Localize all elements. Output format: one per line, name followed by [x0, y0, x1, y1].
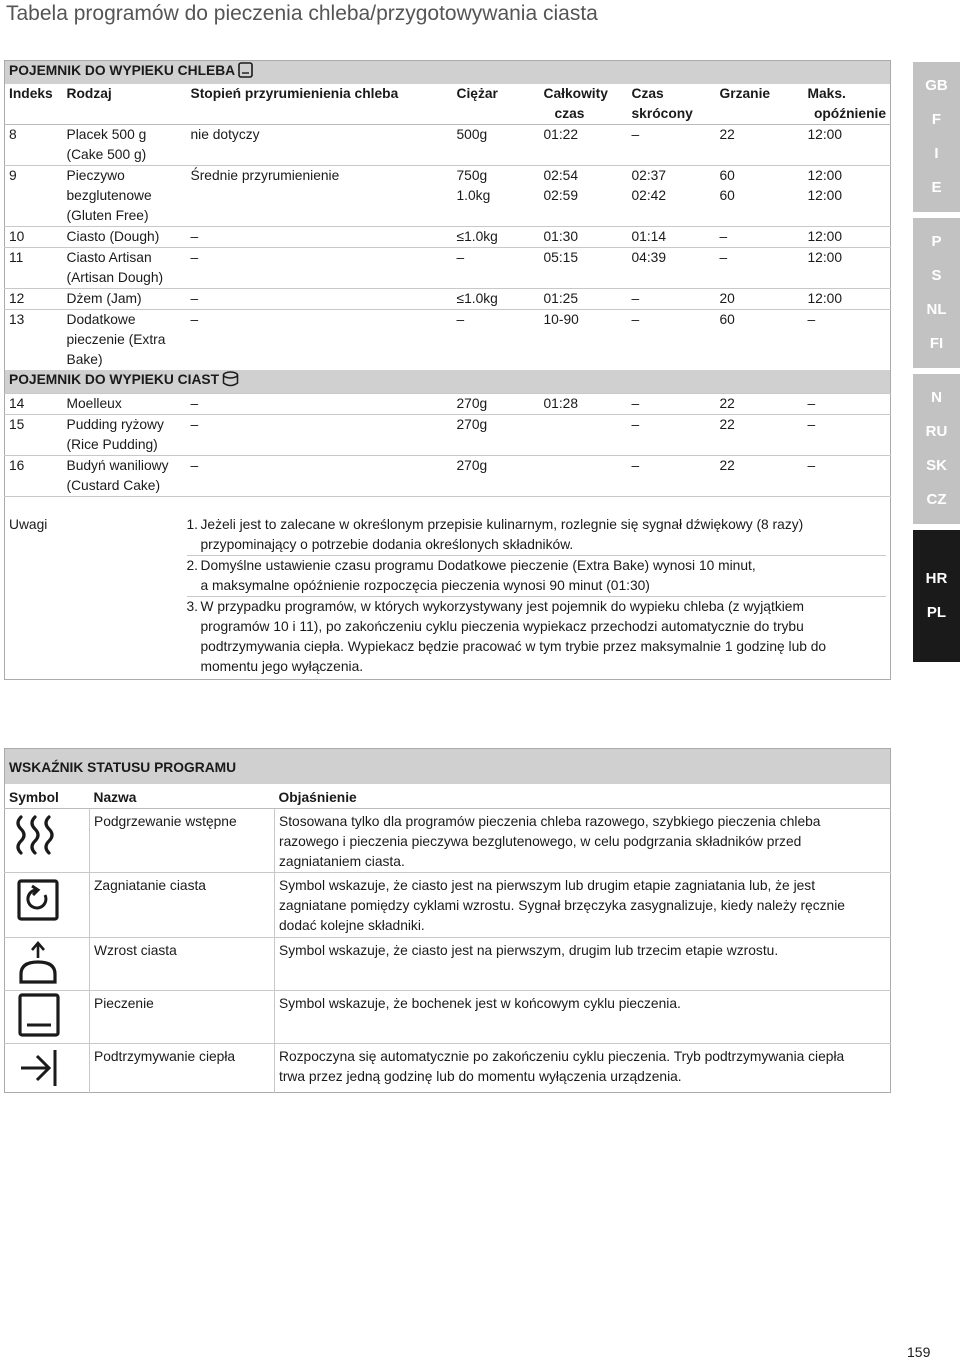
cell-index: 8	[5, 125, 63, 166]
status-desc	[275, 873, 891, 938]
note-line: programów 10 i 11), po zakończeniu cyklu pieczenia wypiekacz przechodzi automatycznie do trybu	[200, 619, 804, 634]
table-row	[5, 394, 891, 415]
desc-line: Symbol wskazuje, że ciasto jest na pierwszym lub drugim etapie zagniatania lub, że jest	[279, 878, 816, 893]
name-line: Bake)	[66, 352, 103, 367]
symbol-cell	[5, 873, 90, 938]
name-line: Pudding ryżowy	[66, 417, 164, 432]
col-header-line: Całkowity	[543, 86, 608, 101]
language-code[interactable]: NL	[926, 301, 947, 318]
note-item	[187, 515, 887, 555]
status-name: Wzrost ciasta	[90, 938, 275, 991]
language-code[interactable]: F	[931, 111, 942, 128]
cell-short: –	[628, 289, 716, 310]
col-header: Indeks	[5, 84, 63, 125]
program-table	[4, 60, 891, 680]
note-line: podtrzymywania ciepła. Wypiekacz będzie pracować w tym trybie przez maksymalnie 1 godzinę lub do	[200, 639, 827, 654]
desc-line: Symbol wskazuje, że ciasto jest na pierwszym, drugim lub trzecim etapie wzrostu.	[279, 943, 779, 958]
cell-total: 10-90	[540, 310, 628, 371]
cell-rise: –	[187, 456, 453, 497]
table-row	[5, 248, 891, 289]
desc-line: Rozpoczyna się automatycznie po zakończeniu cyklu pieczenia. Tryb podtrzymywania ciepła	[279, 1049, 845, 1064]
page-number: 159	[907, 1344, 931, 1360]
desc-line: Symbol wskazuje, że bochenek jest w końcowym cyklu pieczenia.	[279, 996, 681, 1011]
status-row	[5, 873, 891, 938]
cell-index: 15	[5, 415, 63, 456]
status-desc	[275, 991, 891, 1044]
language-group-active	[913, 530, 960, 662]
cell-name	[63, 248, 187, 289]
language-code[interactable]: SK	[926, 457, 947, 474]
notes-list	[187, 515, 887, 677]
cell-total	[540, 166, 628, 227]
status-section-header	[5, 749, 891, 785]
status-name: Podgrzewanie wstępne	[90, 809, 275, 873]
table-row	[5, 125, 891, 166]
cell-delay: –	[804, 456, 891, 497]
bake-icon	[9, 991, 69, 1041]
cell-delay: 12:00	[804, 227, 891, 248]
language-code[interactable]: GB	[925, 77, 948, 94]
cell-weight: –	[453, 248, 540, 289]
status-desc	[275, 809, 891, 873]
status-desc	[275, 938, 891, 991]
note-line: przypominający o potrzebie dodania określonych składników.	[200, 537, 574, 552]
language-group-3	[913, 374, 960, 524]
cell-weight: ≤1.0kg	[453, 227, 540, 248]
symbol-cell	[5, 1044, 90, 1093]
note-number: 1.	[186, 517, 199, 532]
col-header: Objaśnienie	[275, 784, 891, 809]
name-line: (Artisan Dough)	[66, 270, 164, 285]
col-header: Ciężar	[453, 84, 540, 125]
cell-short: –	[628, 415, 716, 456]
note-line: Domyślne ustawienie czasu programu Dodatkowe pieczenie (Extra Bake) wynosi 10 minut,	[200, 558, 756, 573]
page-title: Tabela programów do pieczenia chleba/przygotowywania ciasta	[6, 2, 598, 25]
name-line: (Custard Cake)	[66, 478, 161, 493]
col-header: Grzanie	[716, 84, 804, 125]
total-value: 02:59	[543, 188, 579, 203]
short-value: 02:42	[631, 188, 667, 203]
note-text	[201, 597, 827, 677]
cake-pan-icon	[222, 371, 239, 393]
delay-value: 12:00	[807, 188, 843, 203]
cell-heat: –	[716, 248, 804, 289]
cell-name	[63, 415, 187, 456]
cell-heat: 22	[716, 125, 804, 166]
table-row	[5, 310, 891, 371]
desc-line: dodać kolejne składniki.	[279, 918, 425, 933]
cell-short: 04:39	[628, 248, 716, 289]
note-item	[187, 555, 887, 596]
cell-total: 01:28	[540, 394, 628, 415]
status-row	[5, 991, 891, 1044]
symbol-cell	[5, 991, 90, 1044]
bread-section-header	[5, 61, 891, 85]
language-code-active[interactable]: HR	[925, 570, 948, 587]
language-code[interactable]: RU	[925, 423, 948, 440]
cell-name: Dżem (Jam)	[63, 289, 187, 310]
name-line: Ciasto Artisan	[66, 250, 152, 265]
notes-row	[5, 497, 891, 680]
delay-value: 12:00	[807, 168, 843, 183]
desc-line: Stosowana tylko dla programów pieczenia chleba razowego, szybkiego pieczenia chleba	[279, 814, 821, 829]
rise-icon	[9, 938, 69, 988]
col-header-line: Czas	[631, 86, 664, 101]
cell-rise: –	[187, 248, 453, 289]
bread-section-title: POJEMNIK DO WYPIEKU CHLEBA	[9, 63, 236, 78]
col-header: Stopień przyrumienienia chleba	[187, 84, 453, 125]
cell-weight: 500g	[453, 125, 540, 166]
cell-heat: 22	[716, 415, 804, 456]
language-code[interactable]: N	[931, 389, 942, 406]
name-line: bezglutenowe	[66, 188, 152, 203]
col-header-line: skrócony	[631, 106, 693, 121]
weight-value: 750g	[456, 168, 488, 183]
status-row	[5, 938, 891, 991]
language-code[interactable]: I	[934, 145, 939, 162]
cell-total: 01:25	[540, 289, 628, 310]
cell-index: 14	[5, 394, 63, 415]
cell-delay: –	[804, 394, 891, 415]
weight-value: 1.0kg	[456, 188, 491, 203]
cell-delay: –	[804, 415, 891, 456]
note-line: Jeżeli jest to zalecane w określonym przepisie kulinarnym, rozlegnie się sygnał dźwiękowy (8 razy)	[200, 517, 804, 532]
name-line: Dodatkowe	[66, 312, 136, 327]
cell-name	[63, 310, 187, 371]
col-header: Nazwa	[90, 784, 275, 809]
cell-index: 12	[5, 289, 63, 310]
cell-short: –	[628, 394, 716, 415]
symbol-cell	[5, 938, 90, 991]
cell-heat: –	[716, 227, 804, 248]
cell-short: –	[628, 125, 716, 166]
table-row	[5, 166, 891, 227]
cell-delay: 12:00	[804, 289, 891, 310]
cell-weight: 270g	[453, 415, 540, 456]
name-line: (Cake 500 g)	[66, 147, 147, 162]
table-row	[5, 289, 891, 310]
cell-delay: –	[804, 310, 891, 371]
language-code-active[interactable]: PL	[926, 604, 947, 621]
language-code[interactable]: FI	[929, 335, 944, 352]
bread-pan-icon	[238, 62, 253, 84]
cell-name: Moelleux	[63, 394, 187, 415]
cell-index: 11	[5, 248, 63, 289]
cell-rise: nie dotyczy	[187, 125, 453, 166]
cell-rise: –	[187, 394, 453, 415]
language-code[interactable]: S	[931, 267, 942, 284]
col-header: Symbol	[5, 784, 90, 809]
cell-index: 16	[5, 456, 63, 497]
note-item	[187, 596, 887, 677]
cell-name: Ciasto (Dough)	[63, 227, 187, 248]
cell-short: –	[628, 456, 716, 497]
cake-section-header	[5, 370, 891, 394]
name-line: (Rice Pudding)	[66, 437, 158, 452]
status-name: Podtrzymywanie ciepła	[90, 1044, 275, 1093]
knead-icon	[9, 873, 69, 929]
cell-heat: 22	[716, 394, 804, 415]
cell-delay: 12:00	[804, 248, 891, 289]
table-header-row	[5, 84, 891, 125]
col-header-line: opóźnienie	[813, 106, 887, 121]
cell-rise: –	[187, 415, 453, 456]
note-number: 2.	[186, 558, 199, 573]
language-code[interactable]: CZ	[926, 491, 947, 508]
col-header-line: Maks.	[807, 86, 846, 101]
name-line: (Gluten Free)	[66, 208, 149, 223]
desc-line: zagniataniem ciasta.	[279, 854, 405, 869]
keep-warm-icon	[9, 1044, 69, 1090]
preheat-icon	[9, 809, 69, 857]
status-desc	[275, 1044, 891, 1093]
col-header	[540, 84, 628, 125]
cell-index: 13	[5, 310, 63, 371]
status-table	[4, 748, 891, 1093]
cell-name	[63, 125, 187, 166]
col-header-line: czas	[554, 106, 585, 121]
desc-line: trwa przez jedną godzinę lub do momentu wyłączenia urządzenia.	[279, 1069, 682, 1084]
cell-weight: 270g	[453, 394, 540, 415]
language-group-1	[913, 62, 960, 212]
status-row	[5, 809, 891, 873]
cell-heat: 20	[716, 289, 804, 310]
cell-total: 01:30	[540, 227, 628, 248]
cell-rise: –	[187, 227, 453, 248]
heat-value: 60	[719, 188, 735, 203]
short-value: 02:37	[631, 168, 667, 183]
cell-name	[63, 166, 187, 227]
note-line: W przypadku programów, w których wykorzystywany jest pojemnik do wypieku chleba (z wyjątkiem	[200, 599, 804, 614]
col-header	[628, 84, 716, 125]
cell-weight: –	[453, 310, 540, 371]
note-line: momentu jego wyłączenia.	[200, 659, 364, 674]
cell-heat: 22	[716, 456, 804, 497]
heat-value: 60	[719, 168, 735, 183]
language-code[interactable]: P	[931, 233, 942, 250]
cell-total	[540, 415, 628, 456]
cell-rise: –	[187, 310, 453, 371]
language-code[interactable]: E	[931, 179, 942, 196]
note-line: a maksymalne opóźnienie rozpoczęcia pieczenia wynosi 90 minut (01:30)	[200, 578, 650, 593]
cell-delay	[804, 166, 891, 227]
total-value: 02:54	[543, 168, 579, 183]
table-row	[5, 227, 891, 248]
language-sidebar	[913, 62, 960, 668]
status-name: Zagniatanie ciasta	[90, 873, 275, 938]
desc-line: zagniatane pomiędzy cyklami wzrostu. Sygnał brzęczyka zasygnalizuje, kiedy należy ręcznie	[279, 898, 845, 913]
cell-rise: Średnie przyrumienienie	[187, 166, 453, 227]
table-row	[5, 415, 891, 456]
desc-line: razowego i pieczenia pieczywa bezglutenowego, w celu podgrzania składników przed	[279, 834, 802, 849]
col-header	[804, 84, 891, 125]
status-section-title: WSKAŹNIK STATUSU PROGRAMU	[5, 749, 891, 785]
language-group-2	[913, 218, 960, 368]
symbol-cell	[5, 809, 90, 873]
name-line: pieczenie (Extra	[66, 332, 166, 347]
cell-total: 05:15	[540, 248, 628, 289]
notes-label: Uwagi	[5, 497, 187, 680]
name-line: Placek 500 g	[66, 127, 147, 142]
cell-delay: 12:00	[804, 125, 891, 166]
cell-total	[540, 456, 628, 497]
table-row	[5, 456, 891, 497]
cell-heat: 60	[716, 310, 804, 371]
cell-weight: ≤1.0kg	[453, 289, 540, 310]
status-row	[5, 1044, 891, 1093]
note-text	[201, 556, 756, 596]
cell-name	[63, 456, 187, 497]
cell-rise: –	[187, 289, 453, 310]
cake-section-title: POJEMNIK DO WYPIEKU CIAST	[9, 372, 220, 387]
status-header-row	[5, 784, 891, 809]
cell-total: 01:22	[540, 125, 628, 166]
status-name: Pieczenie	[90, 991, 275, 1044]
note-text	[201, 515, 804, 555]
note-number: 3.	[186, 599, 199, 614]
cell-index: 9	[5, 166, 63, 227]
name-line: Budyń waniliowy	[66, 458, 169, 473]
notes-cell	[187, 497, 891, 680]
cell-short: –	[628, 310, 716, 371]
cell-weight: 270g	[453, 456, 540, 497]
cell-heat	[716, 166, 804, 227]
cell-short: 01:14	[628, 227, 716, 248]
col-header: Rodzaj	[63, 84, 187, 125]
cell-index: 10	[5, 227, 63, 248]
name-line: Pieczywo	[66, 168, 125, 183]
cell-weight	[453, 166, 540, 227]
cell-short	[628, 166, 716, 227]
